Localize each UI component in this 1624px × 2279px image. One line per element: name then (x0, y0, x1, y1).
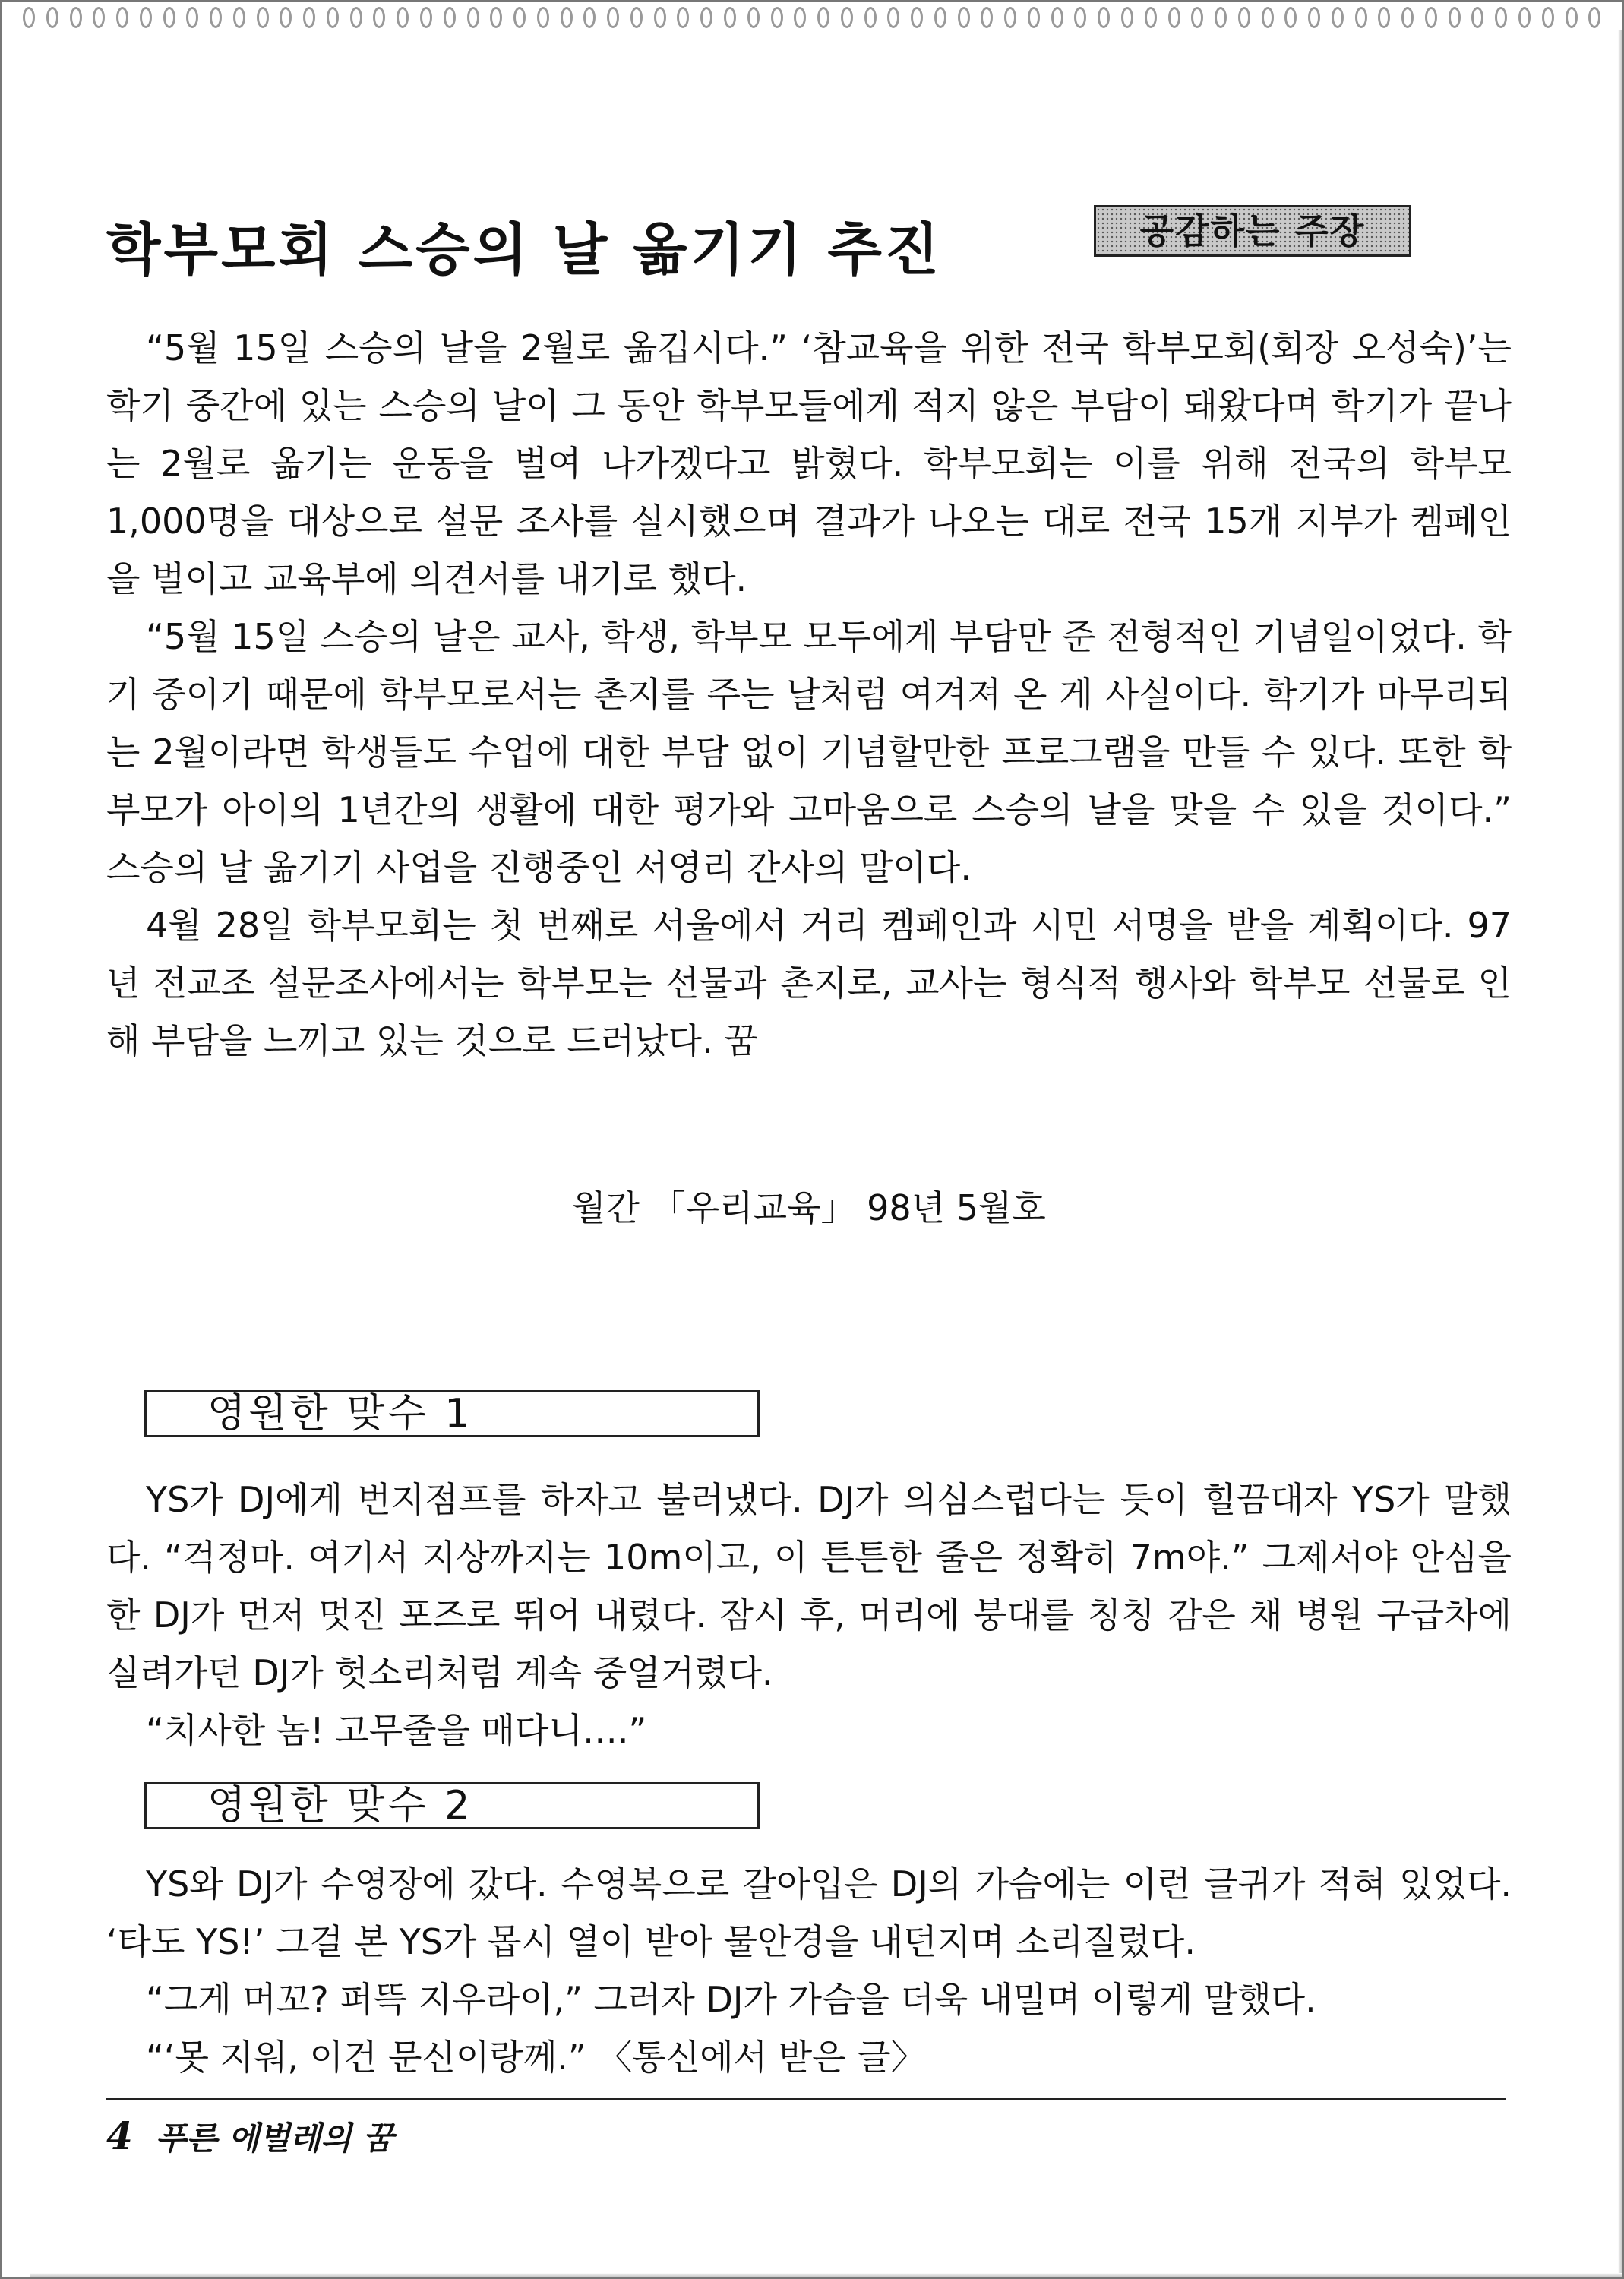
binding-ring (373, 7, 385, 28)
binding-ring (583, 7, 596, 28)
binding-ring (958, 7, 970, 28)
binding-ring (1098, 7, 1110, 28)
binding-ring (1004, 7, 1016, 28)
binding-ring (23, 7, 35, 28)
binding-ring (70, 7, 82, 28)
binding-ring (537, 7, 549, 28)
joke1-paragraph: “치사한 놈! 고무줄을 매다니….” (146, 1710, 647, 1751)
binding-ring (794, 7, 806, 28)
binding-ring (116, 7, 128, 28)
binding-ring (1051, 7, 1063, 28)
binding-ring (724, 7, 736, 28)
binding-ring (677, 7, 689, 28)
binding-ring (981, 7, 993, 28)
binding-ring (841, 7, 853, 28)
binding-ring (1449, 7, 1461, 28)
page-number: 4 (106, 2113, 133, 2158)
article-source: 월간 「우리교육」 98년 5월호 (572, 1187, 1046, 1228)
binding-ring (911, 7, 923, 28)
binding-ring (607, 7, 619, 28)
binding-ring (1355, 7, 1367, 28)
binding-ring (303, 7, 315, 28)
binding-ring (771, 7, 783, 28)
binding-ring (747, 7, 760, 28)
binding-ring (46, 7, 58, 28)
article-paragraph: “5월 15일 스승의 날은 교사, 학생, 학부모 모두에게 부담만 준 전형적인 기념일이었다. 학기 중이기 때문에 학부모로서는 촌지를 주는 날처럼 여겨져 온 게 사실이다. 학기가 마무리되는 2월이라면 학생들도 수업에 대한 부담 없이 기념할만한 프로그램을 만들 수 있다. 또한 학부모가 아이의 1년간의 생활에 대한 평가와 고마움으로 스승의 날을 맞을 수 있을 것이다.” 스승의 날 옮기기 사업을 진행중인 서영리 간사의 말이다. (106, 616, 1512, 888)
binding-ring (817, 7, 829, 28)
joke1-title: 영원한 맞수 1 (144, 1390, 760, 1437)
binding-ring (280, 7, 292, 28)
spiral-binding (23, 5, 1601, 30)
binding-ring (887, 7, 899, 28)
binding-ring (1401, 7, 1414, 28)
joke2-paragraph: “그게 머꼬? 퍼뜩 지우라이,” 그러자 DJ가 가슴을 더욱 내밀며 이렇게 말했다. (146, 1979, 1316, 2020)
binding-ring (1168, 7, 1180, 28)
binding-ring (397, 7, 409, 28)
binding-ring (1074, 7, 1086, 28)
footer-rule (106, 2098, 1506, 2100)
binding-ring (1145, 7, 1157, 28)
publication-name: 푸른 에벌레의 꿈 (155, 2119, 394, 2157)
page-shadow-right (1618, 30, 1624, 2279)
article-paragraph: 4월 28일 학부모회는 첫 번째로 서울에서 거리 켐페인과 시민 서명을 받을 계획이다. 97년 전교조 설문조사에서는 학부모는 선물과 촌지로, 교사는 형식적 행사와 학부모 선물로 인해 부담을 느끼고 있는 것으로 드러났다. 꿈 (106, 905, 1512, 1061)
article-paragraph: “5월 15일 스승의 날을 2월로 옮깁시다.” ‘참교육을 위한 전국 학부모회(회장 오성숙)’는 학기 중간에 있는 스승의 날이 그 동안 학부모들에게 적지 않은 부담이 돼왔다며 학기가 끝나는 2월로 옮기는 운동을 벌여 나가겠다고 밝혔다. 학부모회는 이를 위해 전국의 학부모 1,000명을 대상으로 설문 조사를 실시했으며 결과가 나오는 대로 전국 15개 지부가 켐페인을 벌이고 교육부에 의견서를 내기로 했다. (106, 327, 1512, 599)
binding-ring (1425, 7, 1437, 28)
binding-ring (654, 7, 666, 28)
section-badge: 공감하는 주장 (1094, 205, 1411, 257)
binding-ring (257, 7, 269, 28)
binding-ring (1332, 7, 1344, 28)
binding-ring (1378, 7, 1390, 28)
binding-ring (490, 7, 502, 28)
binding-ring (350, 7, 362, 28)
binding-ring (561, 7, 573, 28)
joke2-paragraph: “‘못 지워, 이건 문신이랑께.” 〈통신에서 받은 글〉 (146, 2037, 926, 2078)
binding-ring (1495, 7, 1507, 28)
binding-ring (1028, 7, 1040, 28)
binding-ring (1262, 7, 1274, 28)
binding-ring (700, 7, 712, 28)
page-footer (106, 2113, 393, 2159)
binding-ring (864, 7, 877, 28)
binding-ring (1542, 7, 1554, 28)
article-body (106, 319, 1512, 1070)
binding-ring (934, 7, 946, 28)
binding-ring (1566, 7, 1578, 28)
binding-ring (186, 7, 198, 28)
binding-ring (163, 7, 175, 28)
binding-ring (1121, 7, 1133, 28)
binding-ring (1518, 7, 1531, 28)
binding-ring (210, 7, 222, 28)
binding-ring (467, 7, 479, 28)
binding-ring (1588, 7, 1600, 28)
binding-ring (1471, 7, 1483, 28)
headline: 학부모회 스승의 날 옮기기 추진 (106, 217, 943, 283)
joke2-paragraph: YS와 DJ가 수영장에 갔다. 수영복으로 갈아입은 DJ의 가슴에는 이런 글귀가 적혀 있었다. ‘타도 YS!’ 그걸 본 YS가 몹시 열이 받아 물안경을 내던지며 소리질렀다. (106, 1863, 1512, 1962)
binding-ring (420, 7, 432, 28)
joke1-body (106, 1471, 1512, 1759)
binding-ring (444, 7, 456, 28)
binding-ring (327, 7, 339, 28)
page-shadow-bottom (30, 2273, 1624, 2279)
joke2-title: 영원한 맞수 2 (144, 1782, 760, 1829)
binding-ring (513, 7, 526, 28)
binding-ring (630, 7, 643, 28)
binding-ring (1238, 7, 1250, 28)
binding-ring (1215, 7, 1227, 28)
binding-ring (1284, 7, 1297, 28)
joke2-body (106, 1855, 1512, 2086)
binding-ring (93, 7, 105, 28)
binding-ring (1191, 7, 1203, 28)
binding-ring (233, 7, 245, 28)
binding-ring (140, 7, 152, 28)
joke1-paragraph: YS가 DJ에게 번지점프를 하자고 불러냈다. DJ가 의심스럽다는 듯이 힐끔대자 YS가 말했다. “걱정마. 여기서 지상까지는 10m이고, 이 튼튼한 줄은 정확히 7m야.” 그제서야 안심을 한 DJ가 먼저 멋진 포즈로 뛰어 내렸다. 잠시 후, 머리에 붕대를 칭칭 감은 채 병원 구급차에 실려가던 DJ가 헛소리처럼 계속 중얼거렸다. (106, 1479, 1512, 1693)
binding-ring (1308, 7, 1320, 28)
